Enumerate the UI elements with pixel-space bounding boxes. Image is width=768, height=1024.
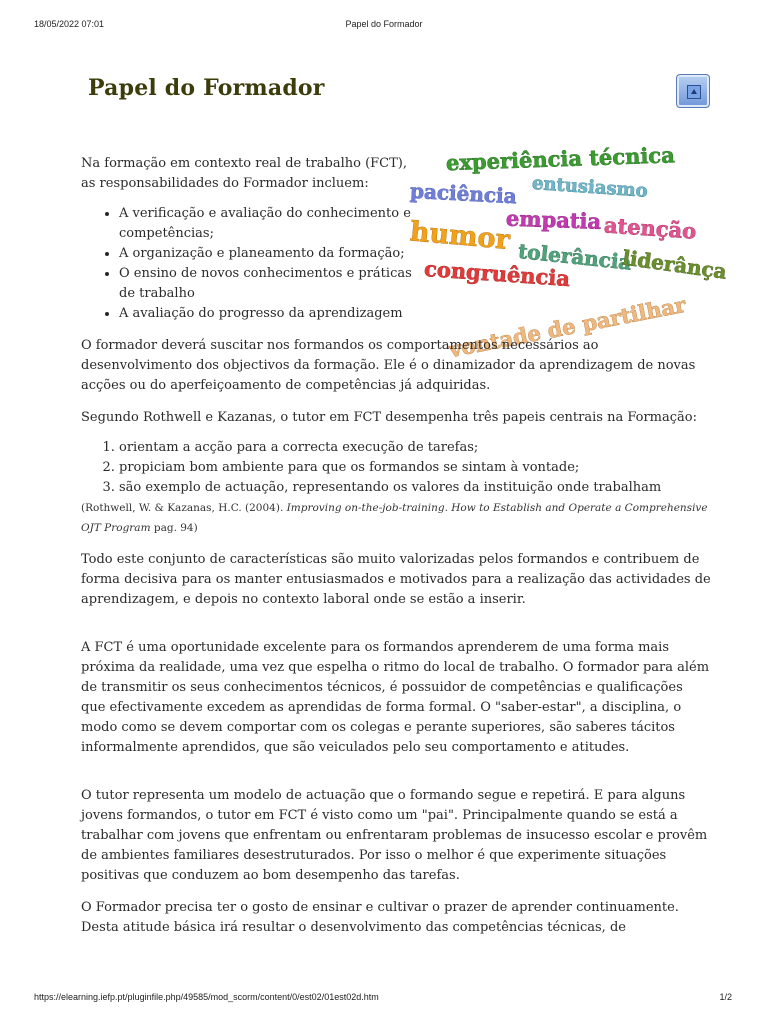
list-item: • A avaliação do progresso da aprendizagem <box>119 304 419 324</box>
list-item: 2. propiciam bom ambiente para que os formandos se sintam à vontade; <box>119 458 711 478</box>
wc-word-entusiasmo: entusiasmo <box>531 172 649 202</box>
wc-word-humor: humor <box>408 216 512 256</box>
page-title: Papel do Formador <box>88 75 325 101</box>
list-item: • A verificação e avaliação do conhecimento e competências; <box>119 204 419 244</box>
paragraph-caracteristicas: Todo este conjunto de características são muito valorizadas pelos formandos e contribuem de forma decisiva para os manter entusiasmados e motivados para a realização das actividades de aprendizagem, e depois no contexto laboral onde se estão a inserir. <box>81 552 711 607</box>
citation-title: Improving on-the-job-training. How to Establish and Operate a Comprehensive OJT Program <box>81 502 708 534</box>
print-datetime: 18/05/2022 07:01 <box>34 19 105 29</box>
print-footer <box>0 992 768 1004</box>
citation-page: pag. 94) <box>150 522 198 534</box>
wc-word-paciencia: paciência <box>409 178 518 209</box>
intro-paragraph: Na formação em contexto real de trabalho (FCT), as responsabilidades do Formador incluem: <box>81 156 408 191</box>
wc-word-vontade: vontade de partilhar <box>446 291 688 363</box>
citation <box>81 498 711 538</box>
list-item: • O ensino de novos conhecimentos e práticas de trabalho <box>119 264 419 304</box>
arrow-up-icon <box>687 85 701 99</box>
print-header <box>0 19 768 31</box>
wc-word-atencao: atenção <box>603 212 698 244</box>
citation-authors: (Rothwell, W. & Kazanas, H.C. (2004). <box>81 502 287 514</box>
print-url: https://elearning.iefp.pt/pluginfile.php/49585/mod_scorm/content/0/est02/01est02d.htm <box>34 992 379 1002</box>
roles-list <box>81 438 711 498</box>
list-item: • A organização e planeamento da formação; <box>119 244 419 264</box>
wc-word-congruencia: congruência <box>423 255 571 292</box>
wc-word-tolerancia: tolerância <box>517 238 633 275</box>
print-page-title: Papel do Formador <box>345 19 423 29</box>
paragraph-gosto-ensinar: O Formador precisa ter o gosto de ensinar e cultivar o prazer de aprender continuamente. Desta atitude básica irá resultar o desenvolvimento das competências técnicas, de <box>81 900 679 935</box>
list-item: 3. são exemplo de actuação, representando os valores da instituição onde trabalham <box>119 478 711 498</box>
paragraph-tutor-modelo: O tutor representa um modelo de actuação que o formando segue e repetirá. E para alguns jovens formandos, o tutor em FCT é visto como um "pai". Principalmente quando se está a trabalhar com jovens que enfrentam ou enfrentaram problemas de insucesso escolar e provêm de ambientes familiares desestruturados. Por isso o melhor é que experimente situações positivas que conduzem ao bom desempenho das tarefas. <box>81 788 708 883</box>
back-to-top-button[interactable] <box>676 74 710 108</box>
paragraph-fct-oportunidade: A FCT é uma oportunidade excelente para os formandos aprenderem de uma forma mais próxima da realidade, uma vez que espelha o ritmo do local de trabalho. O formador para além de transmitir os seus conhecimentos técnicos, é possuidor de competências e qualificações que efectivamente excedem as aprendidas de forma formal. O "saber-estar", a disciplina, o modo como se devem comportar com os colegas e perante superiores, são saberes tácitos informalmente aprendidos, que são veiculados pelo seu comportamento e atitudes. <box>81 640 710 755</box>
paragraph-dinamizador: O formador deverá suscitar nos formandos os comportamentos necessários ao desenvolvimento dos objectivos da formação. Ele é o dinamizador da aprendizagem de novas acções ou do aperfeiçoamento de competências já adquiridas. <box>81 338 696 393</box>
paragraph-rothwell: Segundo Rothwell e Kazanas, o tutor em FCT desempenha três papeis centrais na Formação: <box>81 410 698 425</box>
print-page-number: 1/2 <box>719 992 732 1002</box>
wc-word-experiencia: experiência técnica <box>445 142 676 176</box>
wc-word-empatia: empatia <box>505 205 602 234</box>
list-item: 1. orientam a acção para a correcta execução de tarefas; <box>119 438 711 458</box>
main-content <box>81 154 711 938</box>
responsibilities-list <box>81 204 419 324</box>
wc-word-lideranca: liderânça <box>620 245 729 284</box>
